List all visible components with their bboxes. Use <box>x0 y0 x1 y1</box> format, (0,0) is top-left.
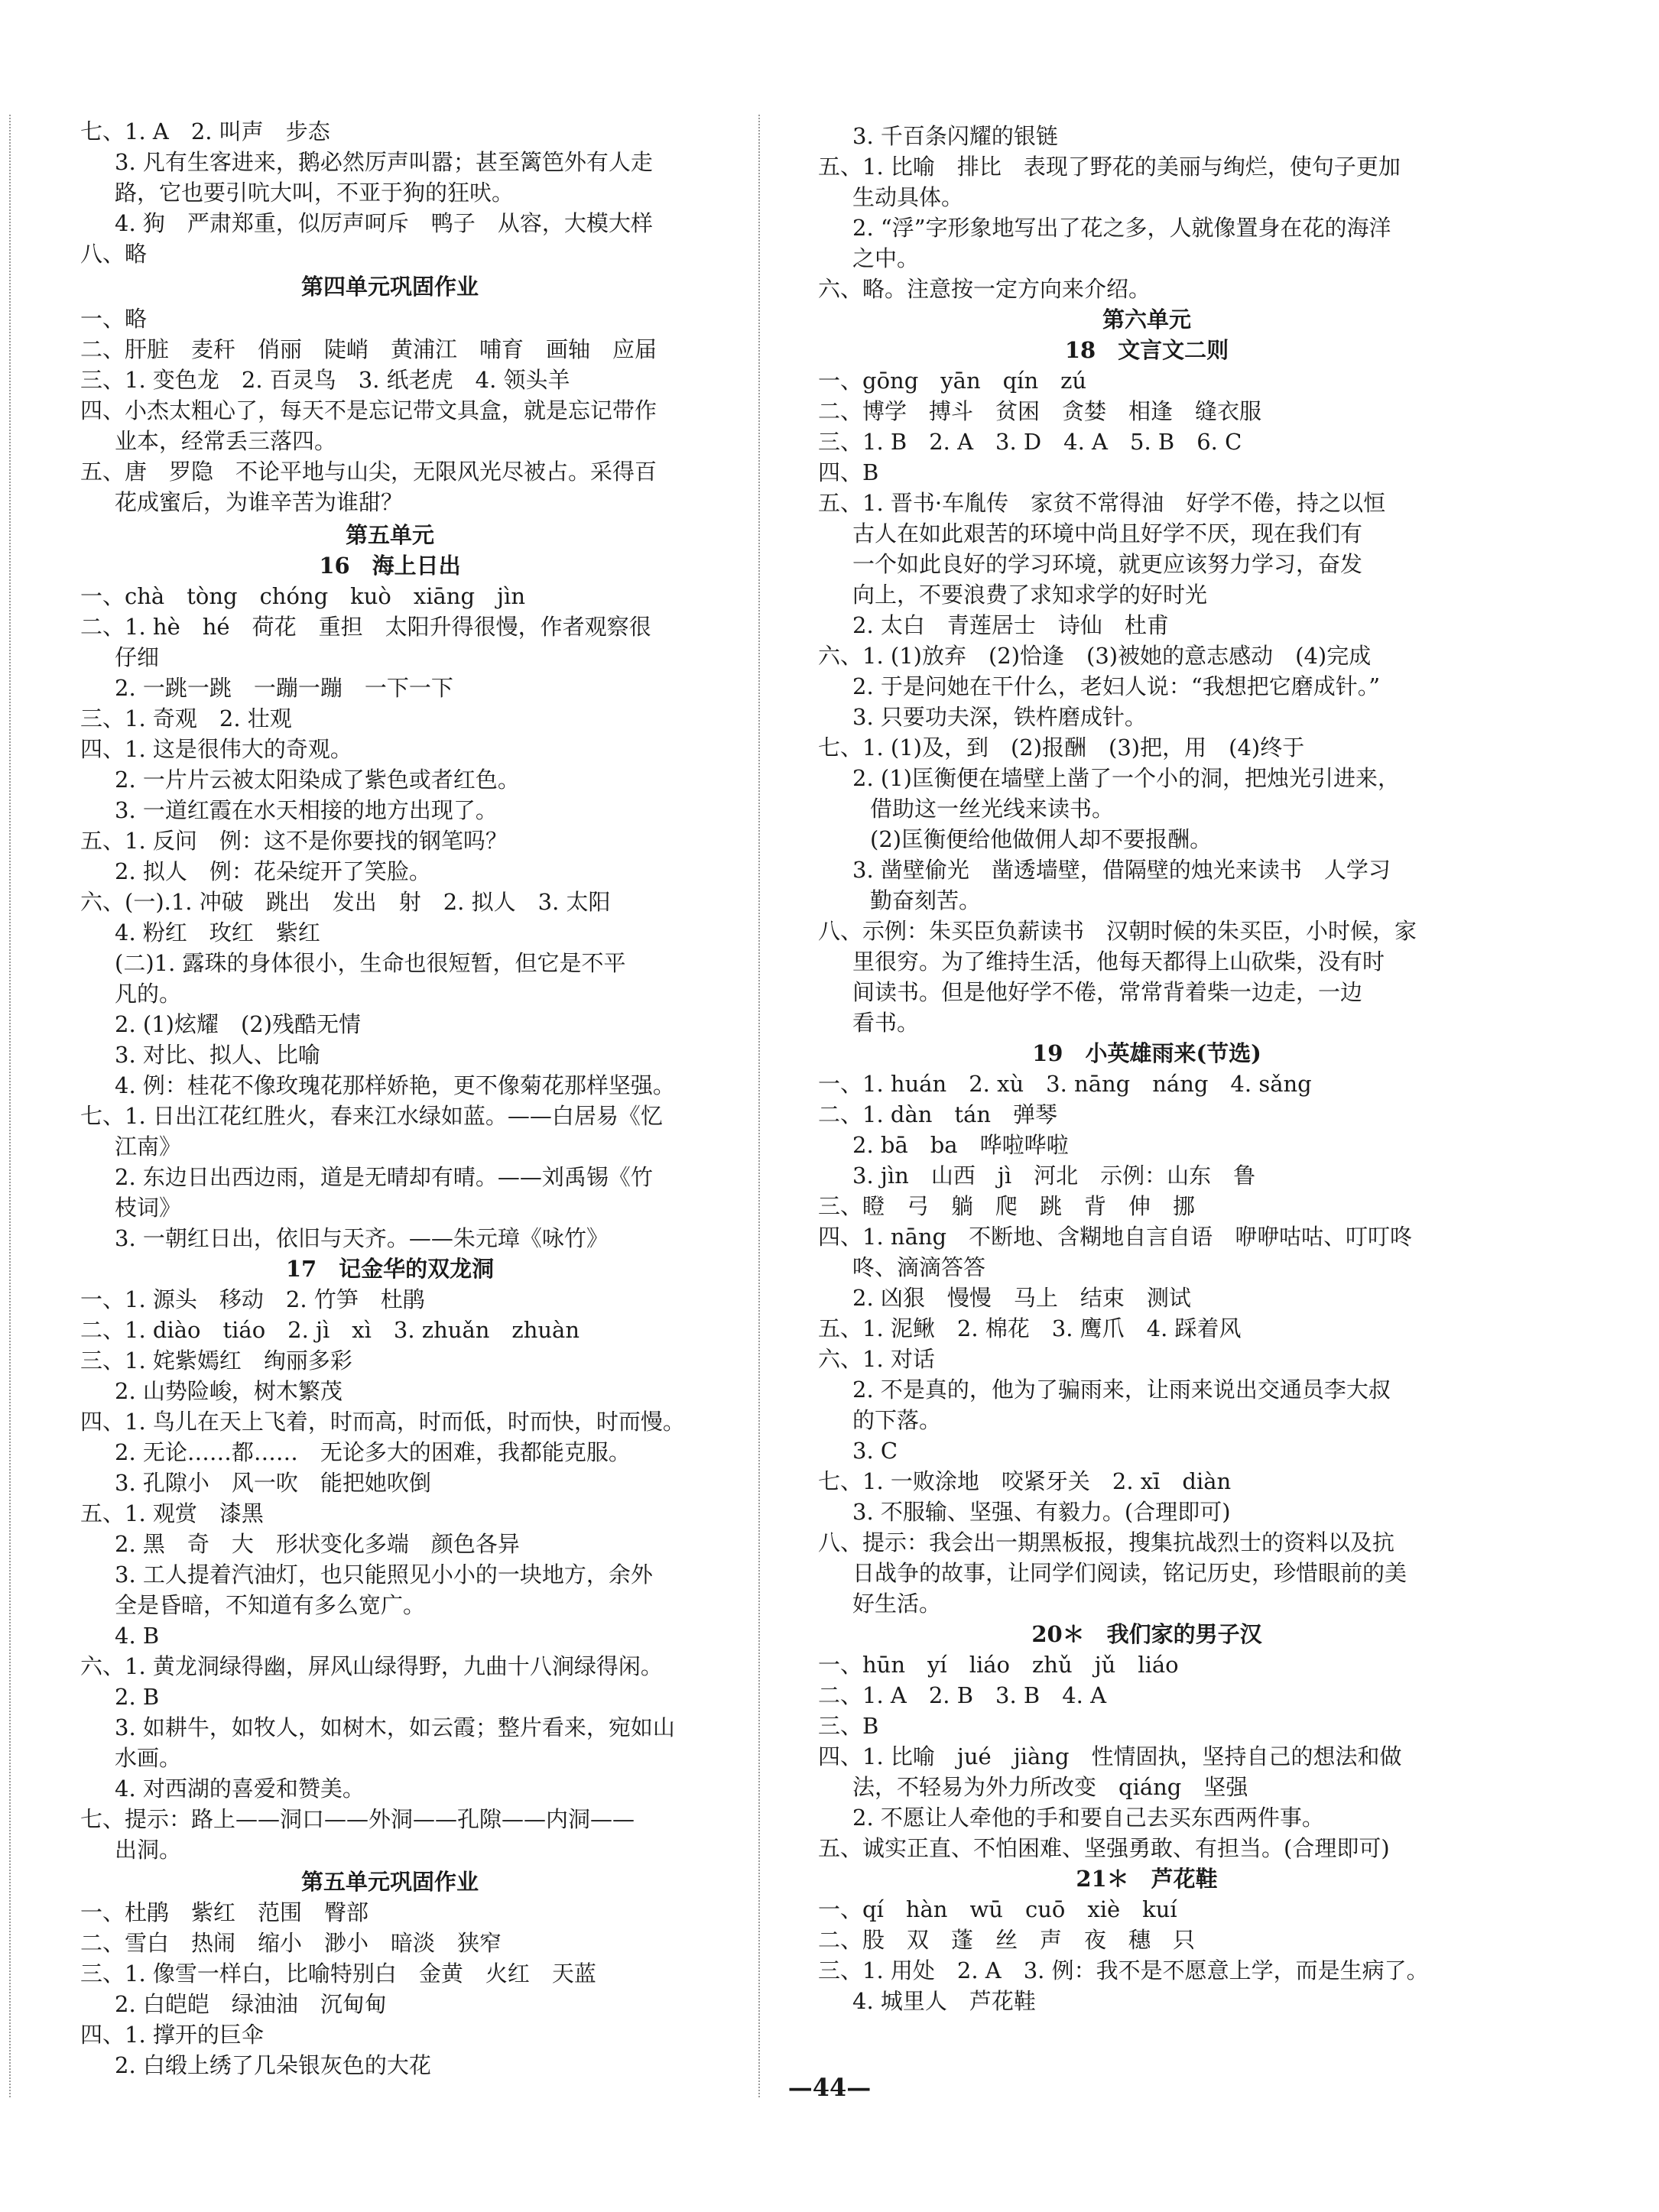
right-answer-line: 2. 太白 青莲居士 诗仙 杜甫 <box>852 612 1169 638</box>
right-answer-line: 勤奋刻苦。 <box>870 887 982 913</box>
left-answer-line: (二)1. 露珠的身体很小，生命也很短暂，但它是不平 <box>115 950 626 976</box>
left-answer-line: 七、1. 日出江花红胜火，春来江水绿如蓝。——白居易《忆 <box>80 1103 663 1129</box>
left-answer-line: 四、1. 这是很伟大的奇观。 <box>80 736 352 762</box>
right-answer-line: 七、1. (1)及，到 (2)报酬 (3)把，用 (4)终于 <box>818 735 1305 761</box>
right-answer-line: 一、hūn yí liáo zhǔ jǔ liáo <box>818 1652 1179 1678</box>
right-answer-line: 八、示例：朱买臣负薪读书 汉朝时候的朱买臣，小时候，家 <box>818 918 1417 944</box>
left-answer-line: 花成蜜后，为谁辛苦为谁甜？ <box>115 489 404 515</box>
left-answer-line: 七、1. A 2. 叫声 步态 <box>80 118 330 144</box>
right-answer-line: 里很穷。为了维持生活，他每天都得上山砍柴，没有时 <box>852 949 1385 975</box>
right-answer-line: 3. jìn 山西 jì 河北 示例：山东 鲁 <box>852 1163 1256 1189</box>
left-answer-line: 3. 一道红霞在水天相接的地方出现了。 <box>115 797 498 823</box>
left-answer-line: 四、1. 鸟儿在天上飞着，时而高，时而低，时而快，时而慢。 <box>80 1409 685 1435</box>
right-answer-line: 3. 不服输、坚强、有毅力。(合理即可) <box>852 1499 1231 1525</box>
left-answer-line: 4. 对西湖的喜爱和赞美。 <box>115 1776 365 1802</box>
left-answer-line: 三、1. 像雪一样白，比喻特别白 金黄 火红 天蓝 <box>80 1961 596 1987</box>
right-answer-line: 三、B <box>818 1713 879 1739</box>
right-answer-line: 二、1. dàn tán 弹琴 <box>818 1101 1058 1127</box>
right-section-heading: 19 小英雄雨来(节选) <box>1032 1040 1261 1066</box>
right-answer-line: (2)匡衡便给他做佣人却不要报酬。 <box>870 826 1213 852</box>
left-answer-line: 七、提示：路上——洞口——外洞——孔隙——内洞—— <box>80 1806 635 1832</box>
left-answer-line: 二、雪白 热闹 缩小 渺小 暗淡 狭窄 <box>80 1930 502 1956</box>
right-answer-line: 2. “浮”字形象地写出了花之多，人就像置身在花的海洋 <box>852 215 1391 241</box>
right-answer-line: 四、1. 比喻 jué jiàng 性情固执，坚持自己的想法和做 <box>818 1743 1402 1769</box>
left-answer-line: 一、略 <box>80 306 148 332</box>
right-answer-line: 六、略。注意按一定方向来介绍。 <box>818 276 1151 302</box>
left-answer-line: 2. 黑 奇 大 形状变化多端 颜色各异 <box>115 1531 520 1557</box>
right-answer-line: 古人在如此艰苦的环境中尚且好学不厌，现在我们有 <box>852 521 1363 547</box>
right-answer-line: 3. 只要功夫深，铁杵磨成针。 <box>852 704 1147 730</box>
left-section-heading: 17 记金华的双龙洞 <box>285 1256 495 1282</box>
right-answer-line: 六、1. (1)放弃 (2)恰逢 (3)被她的意志感动 (4)完成 <box>818 643 1372 669</box>
right-answer-line: 日战争的故事，让同学们阅读，铭记历史，珍惜眼前的美 <box>852 1560 1407 1586</box>
left-answer-line: 4. 粉红 玫红 紫红 <box>115 920 320 945</box>
right-section-heading: 第六单元 <box>1102 307 1191 332</box>
right-answer-line: 3. 千百条闪耀的银链 <box>852 123 1058 149</box>
right-answer-line: 2. bā ba 哗啦哗啦 <box>852 1132 1069 1158</box>
left-section-heading: 第四单元巩固作业 <box>300 274 479 300</box>
right-answer-line: 的下落。 <box>852 1407 942 1433</box>
left-answer-line: 3. 孔隙小 风一吹 能把她吹倒 <box>115 1470 431 1496</box>
left-answer-line: 五、唐 罗隐 不论平地与山尖，无限风光尽被占。采得百 <box>80 459 657 485</box>
right-answer-line: 2. 凶狠 慢慢 马上 结束 测试 <box>852 1285 1191 1311</box>
right-answer-line: 二、股 双 蓬 丝 声 夜 穗 只 <box>818 1927 1196 1953</box>
left-answer-line: 五、1. 观赏 漆黑 <box>80 1500 264 1526</box>
left-section-heading: 第五单元巩固作业 <box>300 1869 479 1895</box>
right-answer-line: 一、1. huán 2. xù 3. nāng náng 4. sǎng <box>818 1071 1312 1097</box>
left-answer-line: 3. 对比、拟人、比喻 <box>115 1042 320 1068</box>
right-answer-line: 一、qí hàn wū cuō xiè kuí <box>818 1896 1177 1922</box>
left-answer-line: 2. B <box>115 1684 160 1710</box>
left-answer-line: 三、1. 奇观 2. 壮观 <box>80 705 292 731</box>
column-separator <box>758 115 760 2097</box>
left-answer-line: 业本，经常丢三落四。 <box>115 428 337 454</box>
left-answer-line: 仔细 <box>115 644 160 670</box>
right-answer-line: 三、1. 用处 2. A 3. 例：我不是不愿意上学，而是生病了。 <box>818 1957 1429 1983</box>
left-answer-line: 3. 一朝红日出，依旧与天齐。——朱元璋《咏竹》 <box>115 1225 609 1251</box>
left-answer-line: 一、1. 源头 移动 2. 竹笋 杜鹃 <box>80 1286 425 1312</box>
right-answer-line: 一、gōng yān qín zú <box>818 368 1087 394</box>
right-answer-line: 二、1. A 2. B 3. B 4. A <box>818 1682 1107 1708</box>
right-answer-line: 三、瞪 弓 躺 爬 跳 背 伸 挪 <box>818 1193 1196 1219</box>
left-answer-line: 2. 山势险峻，树木繁茂 <box>115 1378 343 1404</box>
right-answer-line: 法，不轻易为外力所改变 qiáng 坚强 <box>852 1774 1248 1800</box>
right-answer-line: 六、1. 对话 <box>818 1346 935 1372</box>
right-answer-line: 五、1. 泥鳅 2. 棉花 3. 鹰爪 4. 踩着风 <box>818 1315 1242 1341</box>
right-answer-line: 四、1. nāng 不断地、含糊地自言自语 咿咿咕咕、叮叮咚 <box>818 1224 1413 1250</box>
right-answer-line: 三、1. B 2. A 3. D 4. A 5. B 6. C <box>818 429 1242 455</box>
left-answer-line: 六、(一).1. 冲破 跳出 发出 射 2. 拟人 3. 太阳 <box>80 889 611 915</box>
right-answer-line: 3. 凿壁偷光 凿透墙壁，借隔壁的烛光来读书 人学习 <box>852 857 1391 883</box>
left-answer-line: 3. 凡有生客进来，鹅必然厉声叫嚣；甚至篱笆外有人走 <box>115 149 653 175</box>
left-margin-dotted-line <box>9 115 11 2097</box>
right-answer-line: 2. 不愿让人牵他的手和要自己去买东西两件事。 <box>852 1805 1324 1831</box>
left-section-heading: 16 海上日出 <box>319 553 461 579</box>
left-answer-line: 一、杜鹃 紫红 范围 臀部 <box>80 1899 369 1925</box>
left-answer-line: 凡的。 <box>115 981 182 1007</box>
left-answer-line: 水画。 <box>115 1745 182 1771</box>
left-answer-line: 3. 工人提着汽油灯，也只能照见小小的一块地方，余外 <box>115 1562 653 1588</box>
left-answer-line: 三、1. 姹紫嫣红 绚丽多彩 <box>80 1348 352 1374</box>
right-answer-line: 间读书。但是他好学不倦，常常背着柴一边走，一边 <box>852 979 1363 1005</box>
right-answer-line: 五、1. 晋书·车胤传 家贫不常得油 好学不倦，持之以恒 <box>818 490 1386 516</box>
right-answer-line: 3. C <box>852 1438 898 1464</box>
right-answer-line: 一个如此良好的学习环境，就更应该努力学习，奋发 <box>852 551 1363 577</box>
right-section-heading: 18 文言文二则 <box>1064 337 1229 363</box>
left-answer-line: 六、1. 黄龙洞绿得幽，屏风山绿得野，九曲十八涧绿得闲。 <box>80 1653 663 1679</box>
left-answer-line: 枝词》 <box>115 1195 182 1221</box>
left-answer-line: 4. 狗 严肃郑重，似厉声呵斥 鸭子 从容，大模大样 <box>115 210 653 236</box>
right-answer-line: 4. 城里人 芦花鞋 <box>852 1988 1036 2014</box>
right-section-heading: 20＊ 我们家的男子汉 <box>1031 1621 1262 1647</box>
left-answer-line: 4. B <box>115 1623 160 1649</box>
right-answer-line: 咚、滴滴答答 <box>852 1254 986 1280</box>
left-answer-line: 二、肝脏 麦秆 俏丽 陡峭 黄浦江 哺育 画轴 应届 <box>80 336 657 362</box>
right-answer-line: 2. 于是问她在干什么，老妇人说：“我想把它磨成针。” <box>852 673 1381 699</box>
left-section-heading: 第五单元 <box>345 522 434 548</box>
right-answer-line: 生动具体。 <box>852 184 964 210</box>
right-answer-line: 好生活。 <box>852 1591 942 1617</box>
right-answer-line: 之中。 <box>852 245 920 271</box>
left-answer-line: 2. 无论……都…… 无论多大的困难，我都能克服。 <box>115 1439 631 1465</box>
left-answer-line: 三、1. 变色龙 2. 百灵鸟 3. 纸老虎 4. 领头羊 <box>80 367 570 393</box>
right-answer-line: 七、1. 一败涂地 咬紧牙关 2. xī diàn <box>818 1468 1232 1494</box>
left-answer-line: 4. 例：桂花不像玫瑰花那样娇艳，更不像菊花那样坚强。 <box>115 1072 675 1098</box>
left-answer-line: 四、1. 撑开的巨伞 <box>80 2022 264 2048</box>
left-answer-line: 2. 白缎上绣了几朵银灰色的大花 <box>115 2052 431 2078</box>
right-answer-line: 八、提示：我会出一期黑板报，搜集抗战烈士的资料以及抗 <box>818 1529 1395 1555</box>
left-answer-line: 2. (1)炫耀 (2)残酷无情 <box>115 1011 362 1037</box>
left-answer-line: 3. 如耕牛，如牧人，如树木，如云霞；整片看来，宛如山 <box>115 1714 675 1740</box>
right-answer-line: 2. 不是真的，他为了骗雨来，让雨来说出交通员李大叔 <box>852 1377 1391 1403</box>
page-number: —44— <box>787 2073 872 2102</box>
right-answer-line: 2. (1)匡衡便在墙壁上凿了一个小的洞，把烛光引进来， <box>852 765 1400 791</box>
right-answer-line: 看书。 <box>852 1010 920 1036</box>
left-answer-line: 一、chà tòng chóng kuò xiāng jìn <box>80 583 525 609</box>
left-answer-line: 2. 东边日出西边雨，道是无晴却有晴。——刘禹锡《竹 <box>115 1164 653 1190</box>
left-answer-line: 出洞。 <box>115 1837 182 1863</box>
right-answer-line: 二、博学 搏斗 贫困 贪婪 相逢 缝衣服 <box>818 398 1262 424</box>
right-answer-line: 四、B <box>818 459 879 485</box>
left-answer-line: 二、1. diào tiáo 2. jì xì 3. zhuǎn zhuàn <box>80 1317 580 1343</box>
right-answer-line: 五、1. 比喻 排比 表现了野花的美丽与绚烂，使句子更加 <box>818 154 1401 180</box>
left-answer-line: 全是昏暗，不知道有多么宽广。 <box>115 1592 426 1618</box>
right-answer-line: 借助这一丝光线来读书。 <box>870 796 1115 822</box>
right-answer-line: 五、诚实正直、不怕困难、坚强勇敢、有担当。(合理即可) <box>818 1835 1390 1861</box>
left-answer-line: 2. 一片片云被太阳染成了紫色或者红色。 <box>115 767 520 793</box>
left-answer-line: 路，它也要引吭大叫，不亚于狗的狂吠。 <box>115 180 515 206</box>
left-answer-line: 2. 白皑皑 绿油油 沉甸甸 <box>115 1991 387 2017</box>
right-section-heading: 21＊ 芦花鞋 <box>1076 1866 1218 1892</box>
right-answer-line: 向上，不要浪费了求知求学的好时光 <box>852 582 1208 608</box>
left-answer-line: 江南》 <box>115 1134 182 1160</box>
left-answer-line: 八、略 <box>80 241 148 267</box>
left-answer-line: 2. 一跳一跳 一蹦一蹦 一下一下 <box>115 675 453 701</box>
left-answer-line: 二、1. hè hé 荷花 重担 太阳升得很慢，作者观察很 <box>80 614 651 640</box>
left-answer-line: 2. 拟人 例：花朵绽开了笑脸。 <box>115 858 431 884</box>
left-answer-line: 五、1. 反问 例：这不是你要找的钢笔吗？ <box>80 828 508 854</box>
left-answer-line: 四、小杰太粗心了，每天不是忘记带文具盒，就是忘记带作 <box>80 397 657 423</box>
